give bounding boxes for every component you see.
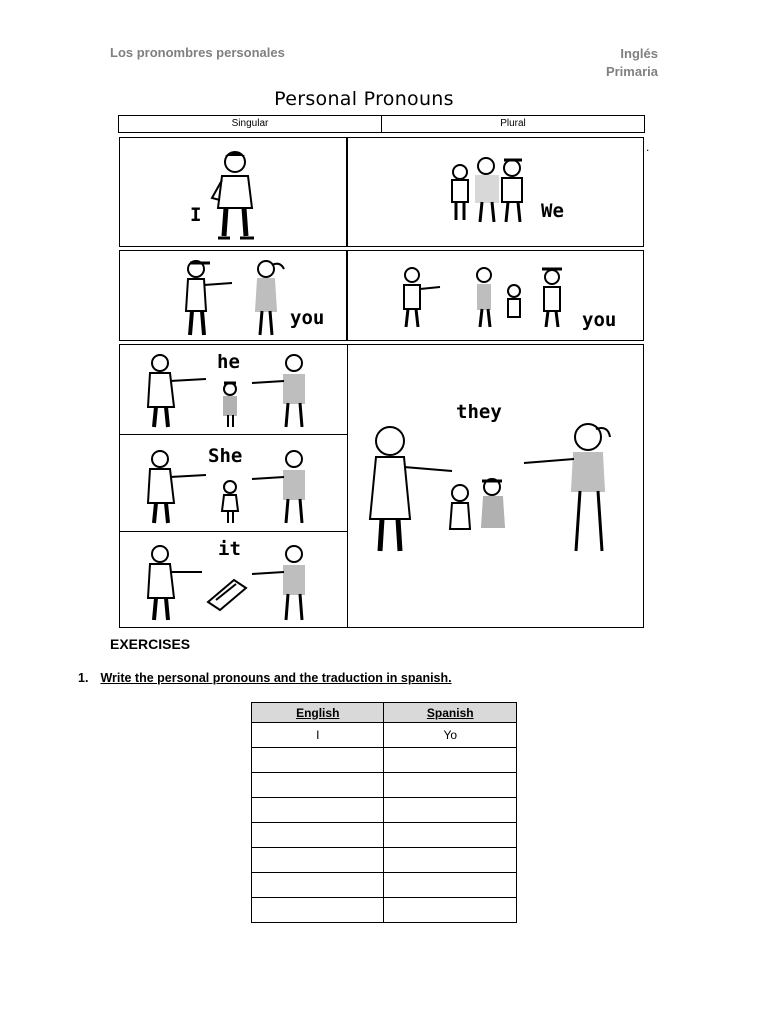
cell-spanish[interactable] (384, 773, 517, 798)
table-row (252, 848, 517, 873)
cell-she (120, 435, 348, 532)
group-figure-icon (398, 265, 578, 331)
table-row (252, 748, 517, 773)
table-row (252, 823, 517, 848)
person-figure-icon (180, 257, 290, 339)
column-singular: Singular (119, 116, 382, 132)
header-english: English (252, 703, 384, 723)
cell-english[interactable] (252, 848, 384, 873)
cell-english[interactable] (252, 748, 384, 773)
header-level: Primaria (605, 64, 658, 79)
cell-english[interactable] (252, 873, 384, 898)
cell-we (347, 137, 644, 247)
cell-english[interactable]: I (252, 723, 384, 748)
cell-you-plural (347, 250, 644, 341)
header-subject-title: Los pronombres personales (110, 45, 285, 60)
page-title: Personal Pronouns (274, 88, 454, 110)
header-language: Inglés (620, 46, 658, 61)
cell-spanish[interactable] (384, 848, 517, 873)
table-row (252, 723, 517, 748)
third-person-block (119, 344, 644, 628)
stray-mark: . (646, 140, 650, 154)
column-header-row (118, 115, 645, 133)
cell-english[interactable] (252, 823, 384, 848)
pronoun-they: they (456, 401, 502, 423)
group-figure-icon (362, 419, 632, 559)
exercises-heading: EXERCISES (110, 636, 191, 652)
cell-spanish[interactable] (384, 748, 517, 773)
cell-he (120, 345, 348, 435)
pronoun-she: She (208, 445, 243, 467)
pronoun-i: I (190, 204, 202, 226)
group-figure-icon (446, 154, 532, 226)
cell-spanish[interactable] (384, 898, 517, 923)
table-row (252, 873, 517, 898)
pronoun-you-plural: you (582, 309, 617, 331)
exercise-instruction (78, 671, 452, 685)
cell-english[interactable] (252, 798, 384, 823)
pronoun-we: We (541, 200, 564, 222)
cell-english[interactable] (252, 898, 384, 923)
book-icon (206, 576, 248, 612)
cell-they (348, 345, 645, 627)
cell-spanish[interactable] (384, 873, 517, 898)
cell-english[interactable] (252, 773, 384, 798)
cell-i (119, 137, 347, 247)
cell-you-singular (119, 250, 347, 341)
pronoun-he: he (217, 351, 240, 373)
person-figure-icon (200, 148, 270, 243)
pronoun-it: it (218, 538, 241, 560)
cell-spanish[interactable] (384, 823, 517, 848)
column-plural: Plural (500, 118, 526, 129)
table-row (252, 773, 517, 798)
exercise-number: 1. (78, 671, 89, 685)
table-row (252, 798, 517, 823)
header-spanish: Spanish (384, 703, 517, 723)
cell-spanish[interactable]: Yo (384, 723, 517, 748)
table-header-row (252, 703, 517, 723)
table-row (252, 898, 517, 923)
exercise-text: Write the personal pronouns and the traduction in spanish. (100, 671, 452, 685)
header-course (606, 45, 658, 81)
translation-table (251, 702, 517, 923)
pronoun-you-singular: you (290, 307, 325, 329)
cell-spanish[interactable] (384, 798, 517, 823)
cell-it (120, 532, 348, 627)
